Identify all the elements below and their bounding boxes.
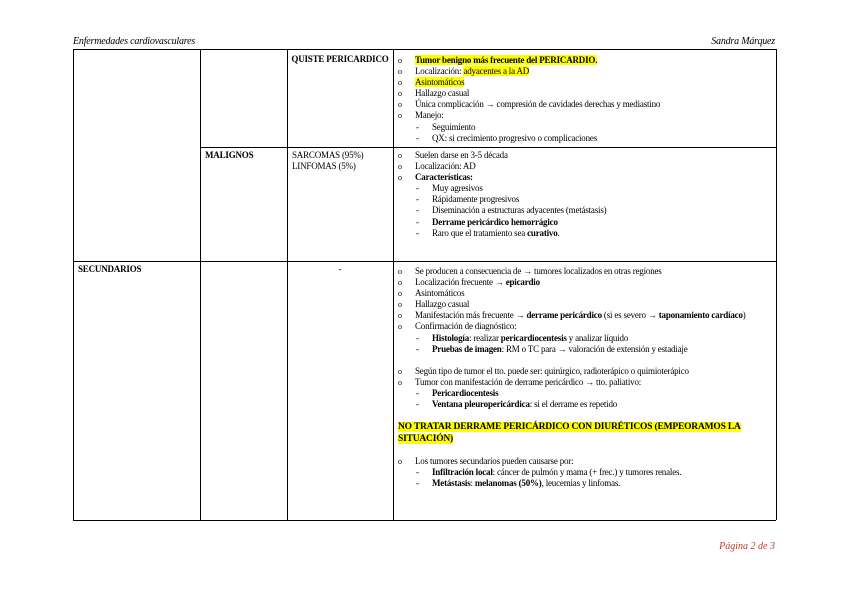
sub-list-item: - Muy agresivos — [395, 183, 773, 194]
sub-list-item: - QX: si crecimiento progresivo o complicaciones — [395, 133, 773, 144]
list-item: o Localización frecuente → epicardio — [395, 277, 773, 288]
type-quiste-pericardico: QUISTE PERICARDICO — [291, 54, 389, 64]
sub-list-item: - Ventana pleuropericárdica: si el derrame es repetido — [395, 399, 773, 410]
sub-list-item: - Raro que el tratamiento sea curativo. — [395, 228, 773, 239]
sub-list-item: - Infiltración local: cáncer de pulmón y mama (+ frec.) y tumores renales. — [395, 467, 773, 478]
sub-list-item: - Rápidamente progresivos — [395, 194, 773, 205]
table-border-right — [776, 49, 777, 520]
list-item: o Se producen a consecuencia de → tumores localizados en otras regiones — [395, 266, 773, 277]
list-item: o Asintomáticos — [395, 288, 773, 299]
list-item: o Manejo: — [395, 110, 773, 121]
table-column-divider-2 — [287, 49, 288, 520]
list-item: o Localización: AD — [395, 161, 773, 172]
table-column-divider-1 — [200, 49, 201, 520]
document-header-title: Enfermedades cardiovasculares — [73, 36, 196, 47]
list-item: o Tumor benigno más frecuente del PERICARDIO. — [395, 55, 773, 66]
list-item: o Según tipo de tumor el tto. puede ser: quirúrgico, radioterápico o quimioterápico — [395, 366, 773, 377]
quiste-description — [395, 55, 773, 144]
list-item: o Asintomáticos — [395, 77, 773, 88]
sub-list-item: - Derrame pericárdico hemorrágico — [395, 217, 773, 228]
list-item: o Manifestación más frecuente → derrame pericárdico (si es severo → taponamiento cardíaco) — [395, 310, 773, 321]
table-row-divider-2 — [73, 261, 776, 262]
list-item: o Hallazgo casual — [395, 88, 773, 99]
secundarios-description — [395, 266, 773, 489]
type-secundarios: - — [338, 264, 342, 274]
page-number: Página 2 de 3 — [719, 541, 775, 552]
sub-list-item: - Histología: realizar pericardiocentesis y analizar líquido — [395, 333, 773, 344]
sub-list-item: - Pruebas de imagen: RM o TC para → valoración de extensión y estadiaje — [395, 344, 773, 355]
category-secundarios: SECUNDARIOS — [78, 264, 142, 274]
list-item: o Hallazgo casual — [395, 299, 773, 310]
table-border-left — [73, 49, 74, 520]
list-item: o Características: — [395, 172, 773, 183]
list-item: o Tumor con manifestación de derrame pericárdico → tto. paliativo: — [395, 377, 773, 388]
warning-note: NO TRATAR DERRAME PERICÁRDICO CON DIURÉTICOS (EMPEORAMOS LA SITUACIÓN) — [398, 422, 741, 445]
list-item: o Los tumores secundarios pueden causarse por: — [395, 456, 773, 467]
list-item: o Única complicación → compresión de cavidades derechas y mediastino — [395, 99, 773, 110]
type-linfomas: LINFOMAS (5%) — [292, 161, 356, 171]
category-malignos: MALIGNOS — [205, 150, 254, 160]
sub-list-item: - Seguimiento — [395, 122, 773, 133]
table-border-bottom — [73, 520, 776, 521]
malignos-description — [395, 150, 773, 239]
list-item: o Localización: adyacentes a la AD — [395, 66, 773, 77]
table-row-divider-1 — [200, 147, 776, 148]
sub-list-item: - Diseminación a estructuras adyacentes (metástasis) — [395, 205, 773, 216]
list-item: o Suelen darse en 3-5 década — [395, 150, 773, 161]
sub-list-item: - Metástasis: melanomas (50%), leucemias y linfomas. — [395, 478, 773, 489]
header-divider — [73, 49, 776, 50]
list-item: o Confirmación de diagnóstico: — [395, 321, 773, 332]
document-header-author: Sandra Márquez — [711, 36, 775, 47]
sub-list-item: - Pericardiocentesis — [395, 388, 773, 399]
table-column-divider-3 — [393, 49, 394, 520]
type-sarcomas: SARCOMAS (95%) — [292, 150, 364, 160]
